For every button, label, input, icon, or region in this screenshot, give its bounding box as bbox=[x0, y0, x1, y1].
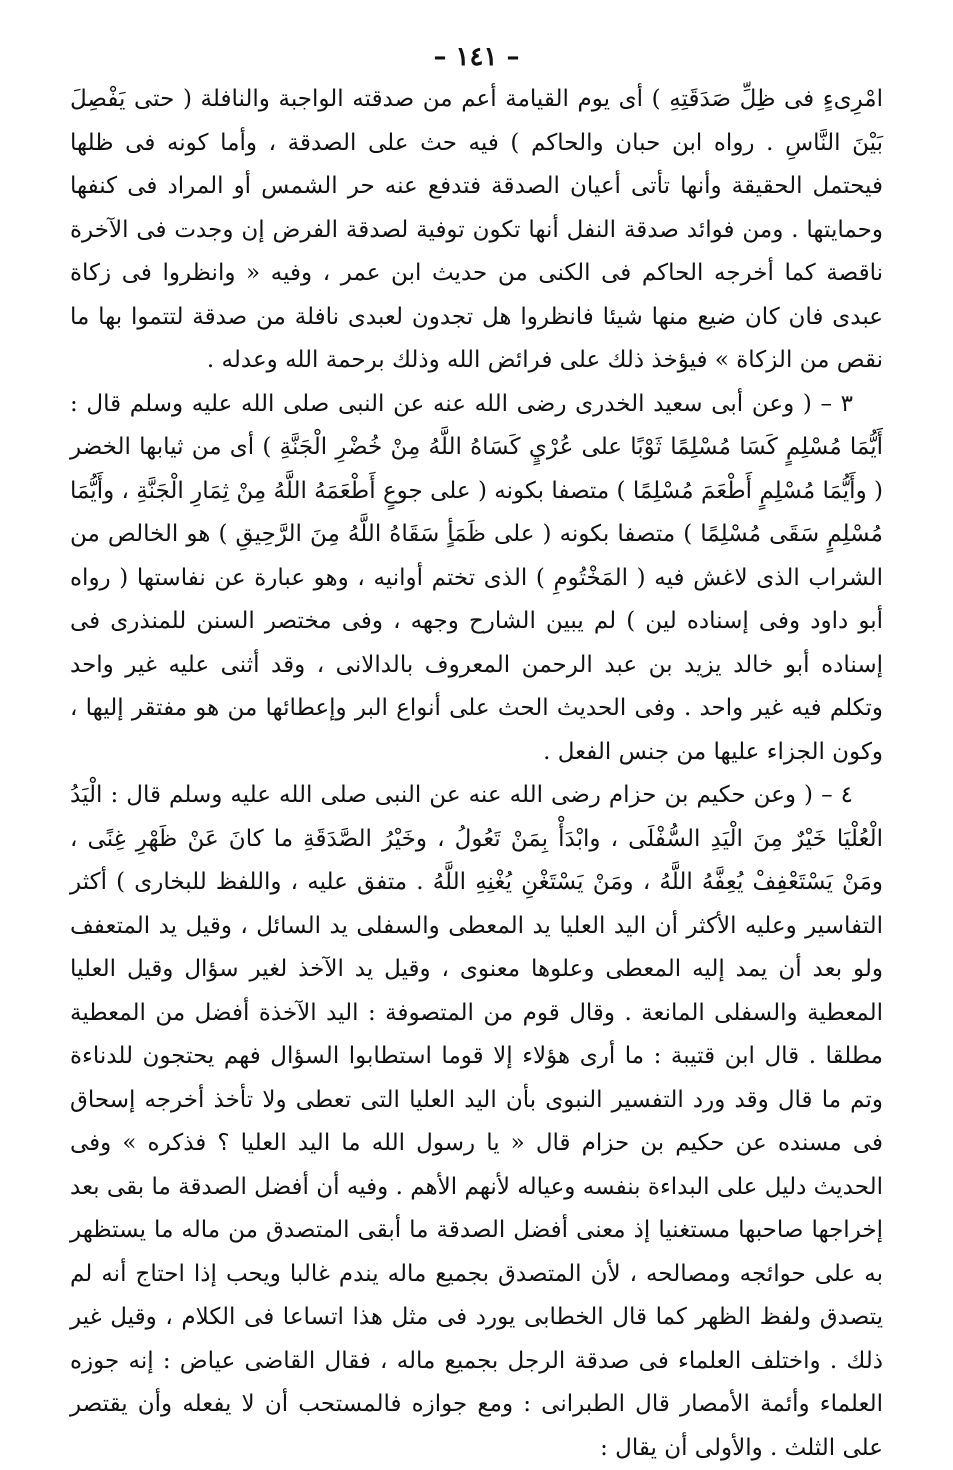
paragraph-hadith-4: ٤ – ( وعن حكيم بن حزام رضى الله عنه عن النبى صلى الله عليه وسلم قال : الْيَدُ الْعُلْيَا خَيْرٌ مِنَ الْيَدِ السُّفْلَى ، وابْدَأْ بِمَنْ تَعُولُ ، وخَيْرُ الصَّدَقَةِ ما كانَ عَنْ ظَهْرِ غِنًى ، ومَنْ يَسْتَعْفِفْ يُعِفَّهُ اللَّهُ ، ومَنْ يَسْتَغْنِ يُغْنِهِ اللَّهُ . متفق عليه ، واللفظ للبخارى ) أكثر التفاسير وعليه الأكثر أن اليد العليا يد المعطى والسفلى يد السائل ، وقيل يد المتعفف ولو بعد أن يمد إليه المعطى وعلوها معنوى ، وقيل يد الآخذ لغير سؤال وقيل العليا المعطية والسفلى المانعة . وقال قوم من المتصوفة : اليد الآخذة أفضل من المعطية مطلقا . قال ابن قتيبة : ما أرى هؤلاء إلا قوما استطابوا السؤال فهم يحتجون للدناءة وتم ما قال وقد ورد التفسير النبوى بأن اليد العليا التى تعطى ولا تأخذ أخرجه إسحاق فى مسنده عن حكيم بن حزام قال « يا رسول الله ما اليد العليا ؟ فذكره » وفى الحديث دليل على البداءة بنفسه وعياله لأنهم الأهم . وفيه أن أفضل الصدقة ما بقى بعد إخراجها صاحبها مستغنيا إذ معنى أفضل الصدقة ما أبقى المتصدق من ماله ما يستظهر به على حوائجه ومصالحه ، لأن المتصدق بجميع ماله يندم غالبا ويحب إذا احتاج أنه لم يتصدق ولفظ الظهر كما قال الخطابى يورد فى مثل هذا اتساعا فى الكلام ، وقيل غير ذلك . واختلف العلماء فى صدقة الرجل بجميع ماله ، فقال القاضى عياض : إنه جوزه العلماء وأئمة الأمصار قال الطبرانى : ومع جوازه فالمستحب أن لا يفعله وأن يقتصر على الثلث . والأولى أن يقال : bbox=[70, 782, 883, 1461]
paragraph-hadith-3: ٣ – ( وعن أبى سعيد الخدرى رضى الله عنه عن النبى صلى الله عليه وسلم قال : أَيُّمَا مُسْلِمٍ كَسَا مُسْلِمًا ثَوْبًا على عُرْيٍ كَسَاهُ اللَّهُ مِنْ خُضْرِ الْجَنَّةِ ) أى من ثيابها الخضر ( وأَيُّمَا مُسْلِمٍ أَطْعَمَ مُسْلِمًا ) متصفا بكونه ( على جوعٍ أَطْعَمَهُ اللَّهُ مِنْ ثِمَارِ الْجَنَّةِ ، وأَيُّمَا مُسْلِمٍ سَقَى مُسْلِمًا ) متصفا بكونه ( على ظَمَأٍ سَقَاهُ اللَّهُ مِنَ الرَّحِيقِ ) هو الخالص من الشراب الذى لاغش فيه ( المَخْتُومِ ) الذى تختم أوانيه ، وهو عبارة عن نفاستها ( رواه أبو داود وفى إسناده لين ) لم يبين الشارح وجهه ، وفى مختصر السنن للمنذرى فى إسناده أبو خالد يزيد بن عبد الرحمن المعروف بالدالانى ، وقد أثنى عليه غير واحد وتكلم فيه غير واحد . وفى الحديث الحث على أنواع البر وإعطائها من هو مفتقر إليها ، وكون الجزاء عليها من جنس الفعل . bbox=[70, 390, 883, 765]
page-number: – ١٤١ – bbox=[433, 42, 520, 72]
paragraph-continuation: امْرِىءٍ فى ظِلِّ صَدَقَتِهِ ) أى يوم القيامة أعم من صدقته الواجبة والنافلة ( حتى يَفْصِلَ بَيْنَ النَّاسِ . رواه ابن حبان والحاكم ) فيه حث على الصدقة ، وأما كونه فى ظلها فيحتمل الحقيقة وأنها تأتى أعيان الصدقة فتدفع عنه حر الشمس أو المراد فى كنفها وحمايتها . ومن فوائد صدقة النفل أنها تكون توفية لصدقة الفرض إن وجدت فى الآخرة ناقصة كما أخرجه الحاكم فى الكنى من حديث ابن عمر ، وفيه « وانظروا فى زكاة عبدى فان كان ضيع منها شيئا فانظروا هل تجدون لعبدى نافلة من صدقة لتتموا بها ما نقص من الزكاة » فيؤخذ ذلك على فرائض الله وذلك برحمة الله وعدله . bbox=[70, 86, 883, 373]
body-text bbox=[70, 78, 883, 1470]
